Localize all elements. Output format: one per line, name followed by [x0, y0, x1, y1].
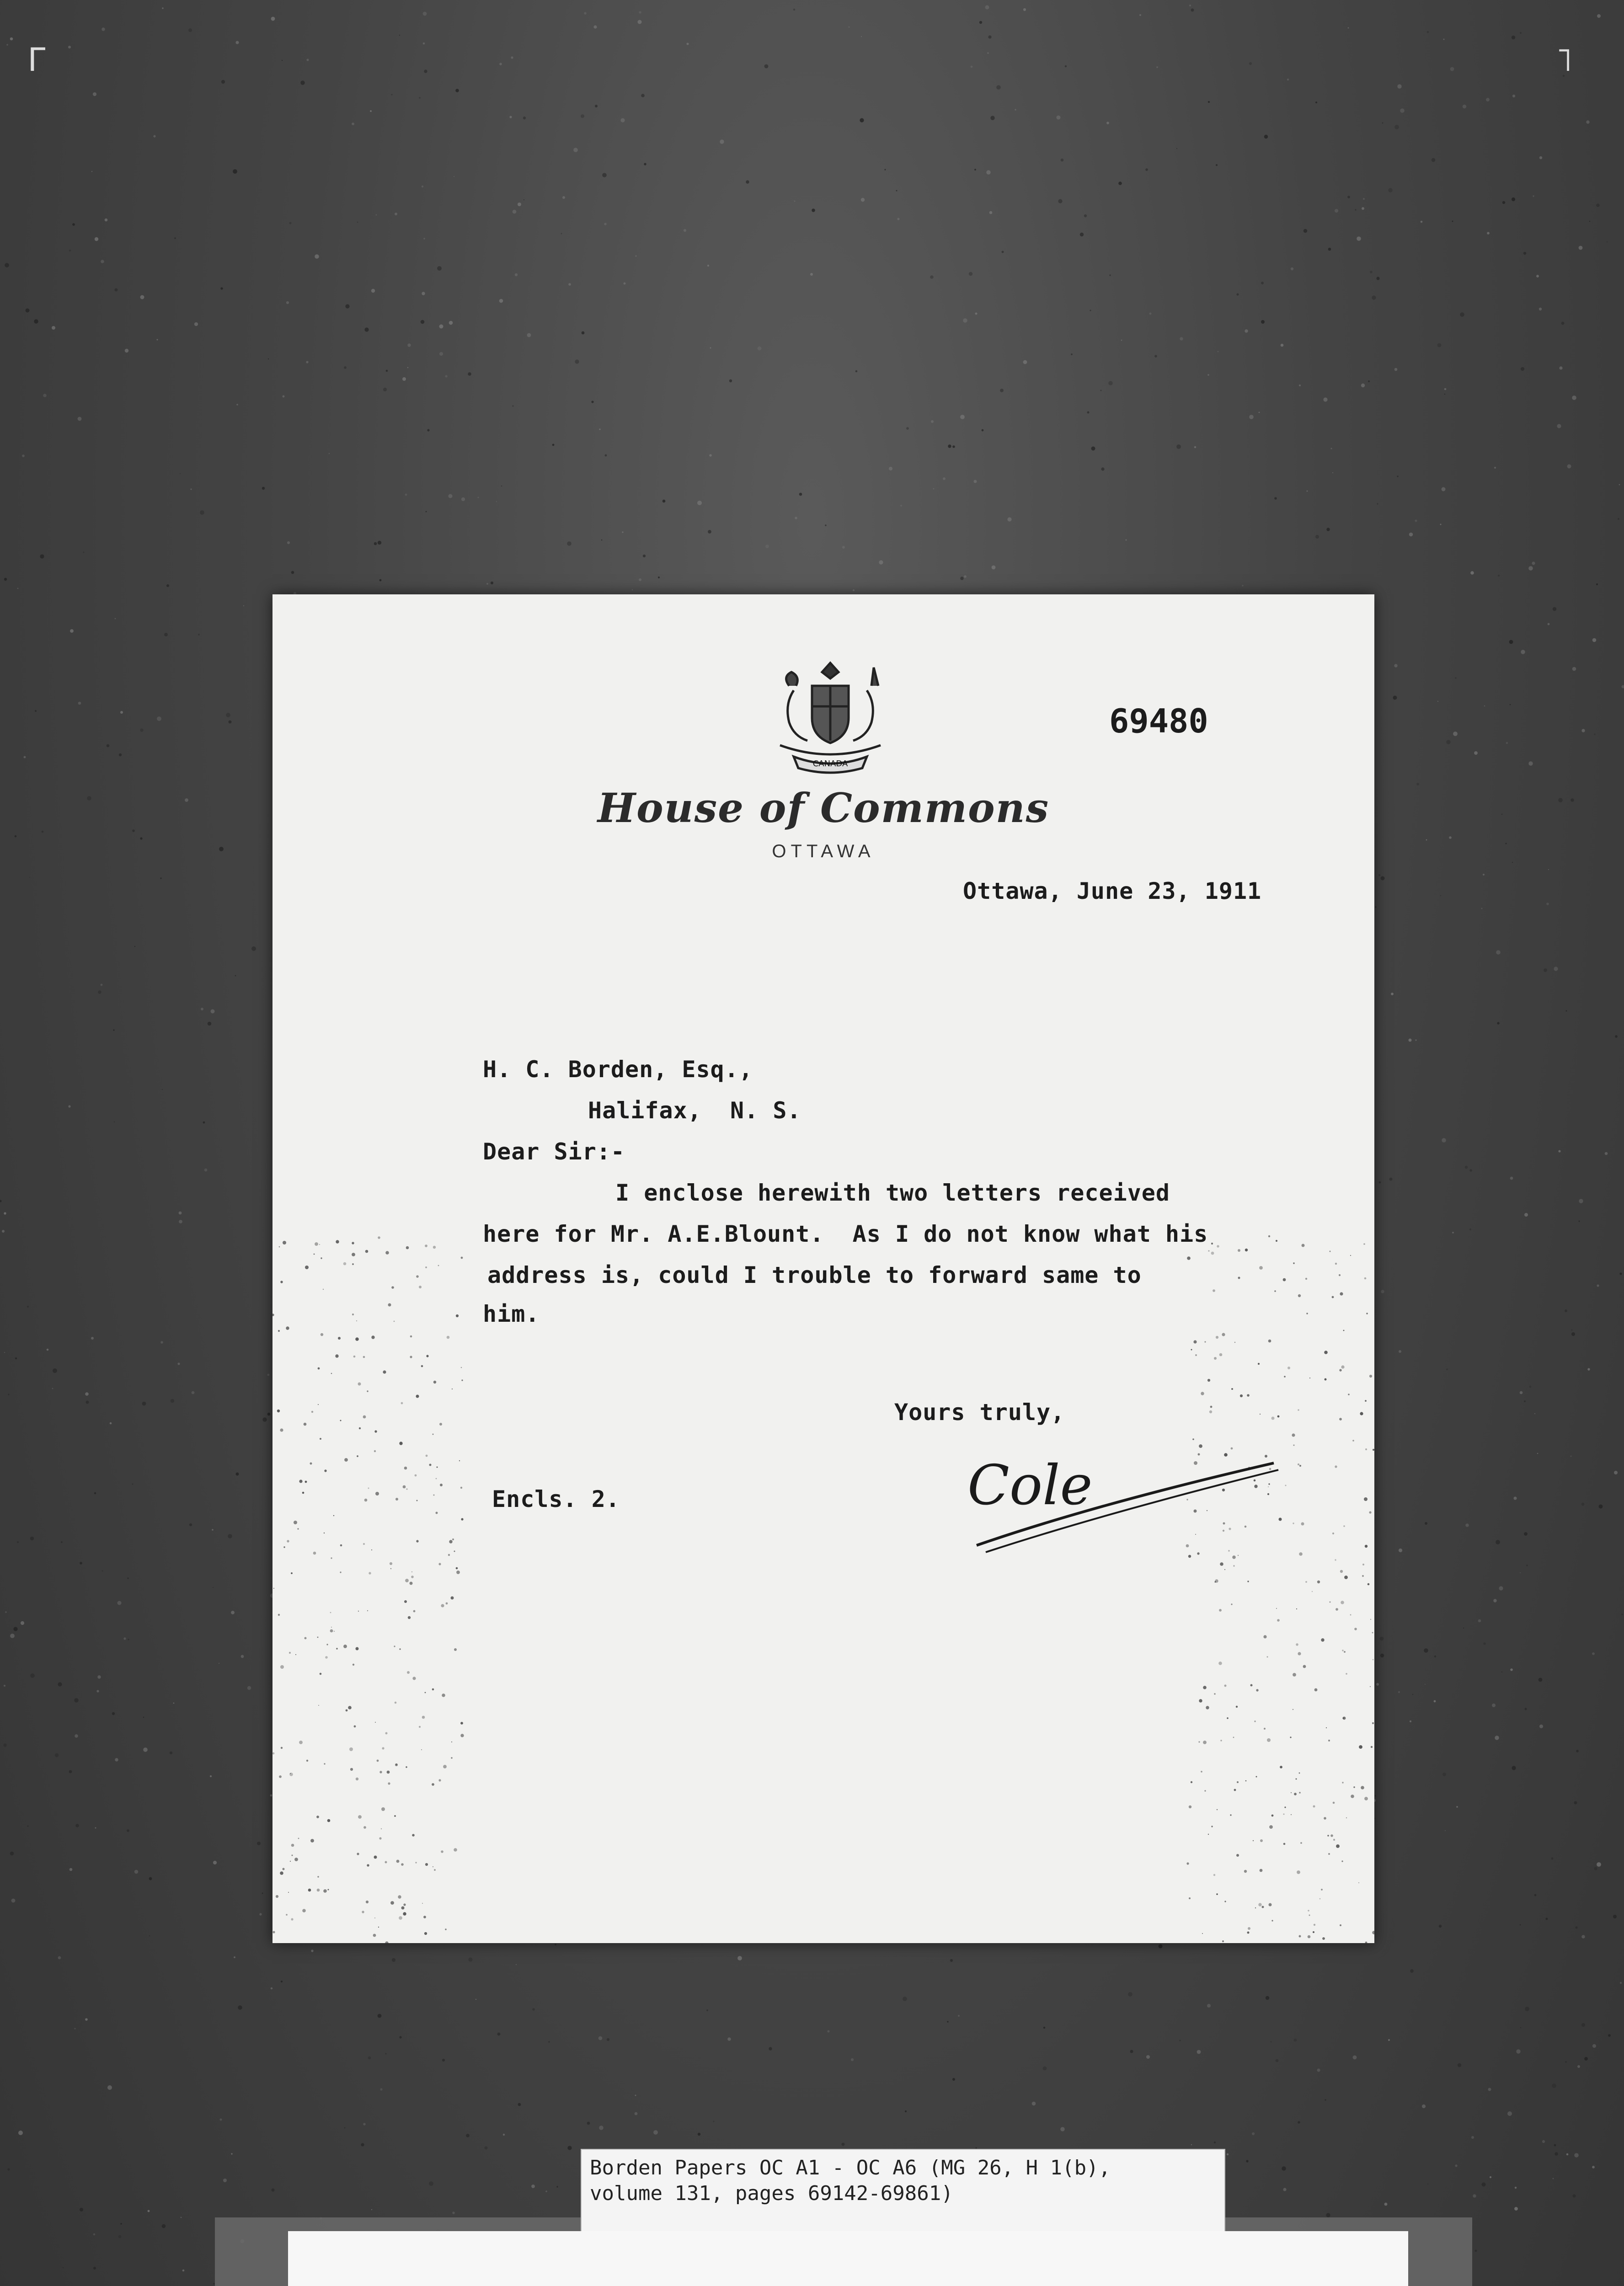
recipient-name: H. C. Borden, Esq.,: [483, 1056, 753, 1083]
salutation: Dear Sir:-: [483, 1138, 625, 1165]
recipient-address: Halifax, N. S.: [588, 1097, 801, 1124]
letter-sheet: [272, 594, 1374, 1943]
source-label-line-2: volume 131, pages 69142-69861): [590, 2182, 953, 2205]
body-line-3: address is, could I trouble to forward same to: [487, 1262, 1142, 1288]
letterhead-title: House of Commons: [597, 784, 1050, 832]
crest-ribbon-label: CANADA: [812, 759, 848, 769]
corner-mark-top-right: ˥: [1555, 41, 1574, 79]
archives-card: [288, 2231, 1408, 2286]
body-line-1: I enclose herewith two letters received: [615, 1180, 1170, 1206]
letterhead-city: OTTAWA: [772, 841, 875, 861]
date-line: Ottawa, June 23, 1911: [963, 878, 1262, 904]
body-line-4: him.: [483, 1301, 540, 1327]
royal-crest-icon: [762, 658, 899, 777]
source-label-line-1: Borden Papers OC A1 - OC A6 (MG 26, H 1(b),: [590, 2156, 1111, 2179]
closing: Yours truly,: [894, 1399, 1065, 1426]
signature-text: Cole: [967, 1454, 1093, 1517]
signature: [958, 1449, 1287, 1564]
document-number: 69480: [1109, 702, 1208, 740]
enclosures: Encls. 2.: [492, 1486, 620, 1512]
corner-mark-top-left: Γ: [27, 41, 47, 79]
body-line-2: here for Mr. A.E.Blount. As I do not know what his: [483, 1221, 1208, 1247]
